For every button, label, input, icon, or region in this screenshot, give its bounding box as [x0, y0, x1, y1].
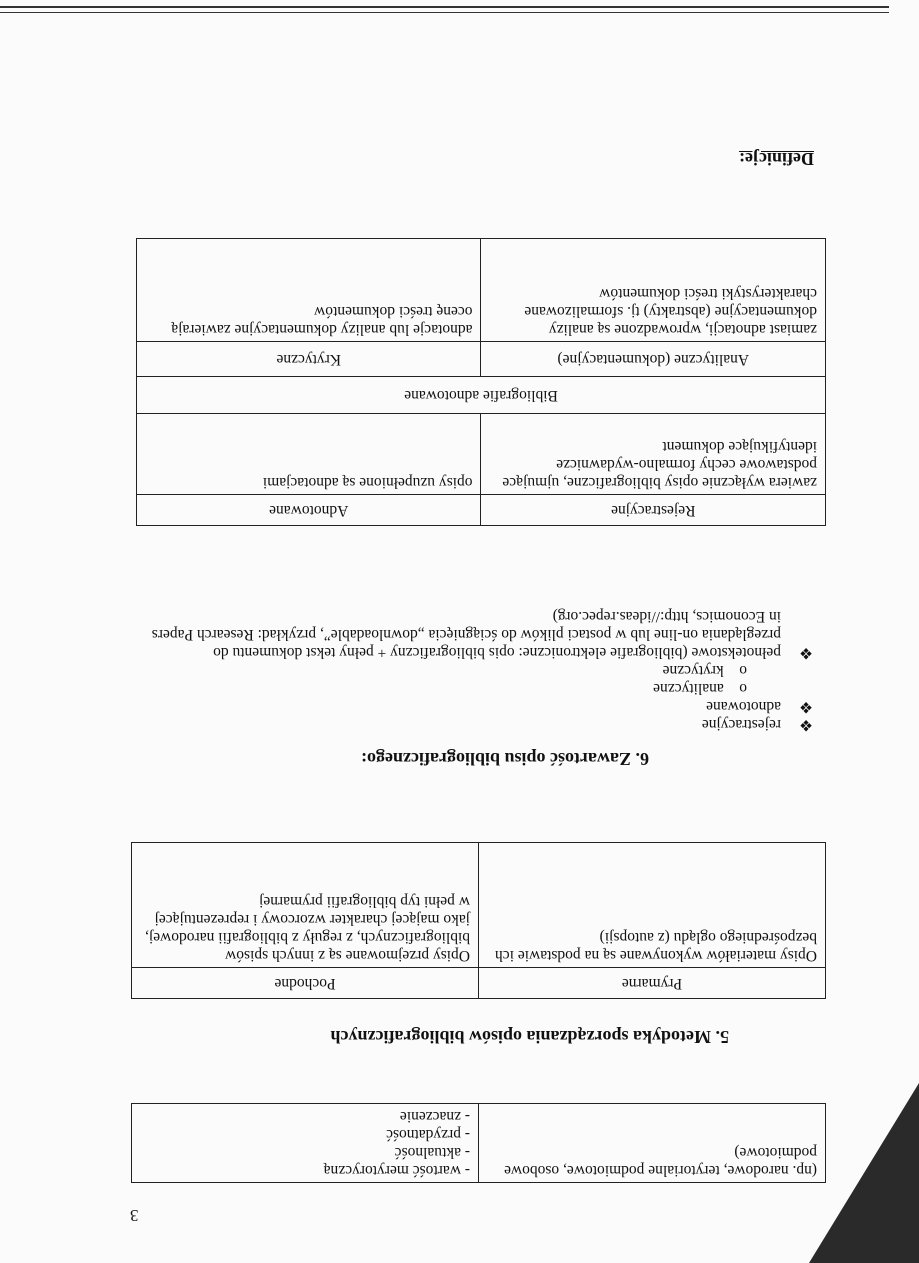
section6-heading: 6. Zawartość opisu bibliograficznego:: [361, 749, 649, 769]
header-krytyczne: Krytyczne: [137, 342, 482, 377]
circle-bullet-icon: o: [739, 680, 747, 697]
cell-adnotowane: opisy uzupełnione są adnotacjami: [137, 414, 482, 495]
scan-edge-line: [0, 6, 889, 8]
header-bibliografie-adnotowane: Bibliografie adnotowane: [137, 377, 826, 414]
list-item-text: pełnotekstowe (bibliografie elektroniczne: opis bibliograficzny + pełny tekst dokumentu do przeglądania on-line lub w postaci plików do ściągnięcia „downloadable”, przykład: Research Papers in Economics, http://ideas.repec.org): [151, 608, 781, 661]
cell-rejestracyjne: zawiera wyłącznie opisy bibliograficzne, ujmujące podstawowe cechy formalno-wydawnicze identyfikujące dokument: [481, 414, 826, 495]
diamond-bullet-icon: ❖: [799, 716, 813, 733]
sub-list-item-text: krytyczne: [662, 662, 724, 679]
section5-header-prymarne: Prymarne: [479, 968, 826, 999]
section5-cell-prymarne: Opisy materiałów wykonywane są na podstawie ich bezpośredniego oglądu (z autopsji): [479, 843, 826, 968]
diamond-bullet-icon: ❖: [799, 698, 813, 715]
header-analityczne: Analityczne (dokumentacyjne): [481, 342, 826, 377]
scan-edge-line-2: [0, 12, 889, 13]
page-number: 3: [130, 1206, 139, 1225]
sub-list-item-text: analityczne: [653, 680, 724, 697]
top-table: [131, 1103, 826, 1183]
section5-heading: 5. Metodyka sporządzania opisów bibliograficznych: [330, 1027, 729, 1047]
section5-table: [131, 842, 826, 999]
list-item: [149, 715, 819, 733]
cell-analityczne: zamiast adnotacji, wprowadzone są analizy dokumentacyjne (abstrakty) tj. sformalizowane charakterystyki treści dokumentów: [481, 239, 826, 342]
section5-cell-pochodne: Opisy przejmowane są z innych spisów bibliograficznych, z reguły z bibliografii narodowej, jako mającej charakter wzorcowy i reprezentującej w pełni typ bibliografii prymarnej: [132, 843, 479, 968]
section5-header-pochodne: Pochodne: [132, 968, 479, 999]
list-item-text: adnotowane: [706, 698, 781, 715]
cell-krytyczne: adnotacje lub analizy dokumentacyjne zawierają ocenę treści dokumentów: [137, 239, 482, 342]
section6-list: [149, 607, 819, 733]
section6-table: [136, 238, 826, 526]
definitions-heading: Definicje:: [739, 149, 814, 169]
header-adnotowane: Adnotowane: [137, 495, 482, 526]
sub-list-item: [149, 661, 781, 679]
list-item: [149, 661, 819, 715]
list-item: [149, 607, 819, 661]
sub-list: [149, 661, 781, 697]
sub-list-item: [149, 679, 781, 697]
diamond-bullet-icon: ❖: [799, 644, 813, 661]
top-table-right-cell: [132, 1104, 479, 1183]
top-table-item: - aktualność: [394, 1144, 470, 1161]
top-table-item: - wartość merytoryczną: [323, 1162, 470, 1179]
circle-bullet-icon: o: [739, 662, 747, 679]
list-item-text: rejestracyjne: [701, 716, 781, 733]
top-table-item: - znaczenie: [399, 1108, 470, 1125]
top-table-item: - przydatność: [386, 1126, 470, 1143]
header-rejestracyjne: Rejestracyjne: [481, 495, 826, 526]
top-table-left-cell: (np. narodowe, terytorialne podmiotowe, osobowe podmiotowe): [479, 1104, 826, 1183]
